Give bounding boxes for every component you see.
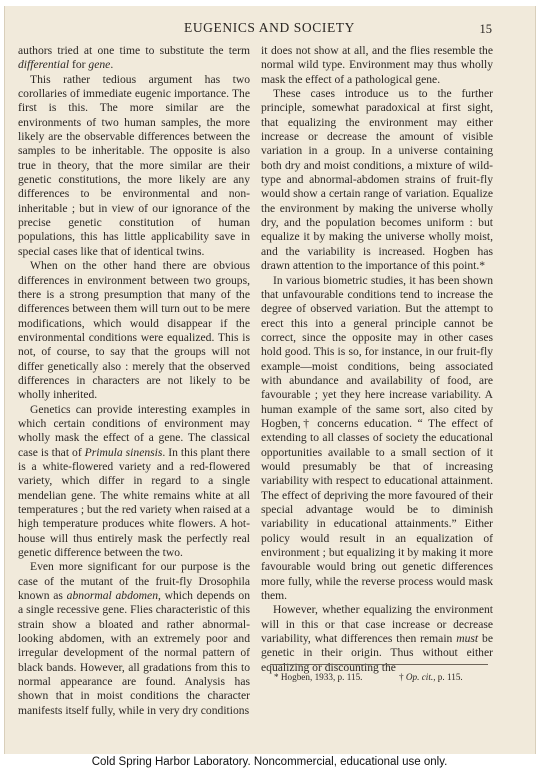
paragraph: In various biometric studies, it has been shown that unfavourable conditions tend to increase the degree of observed variation. But the attempt to erect this into a general principle cannot be correct, since the opposite may in other cases hold good. This is so, for instance, in our fruit-fly example—moist conditions, being associated with abundance and availability of food, are favourable ; yet they here increase variability. A human example of the same sort, also cited by Hogben,† concerns education. “ The effect of extending to all classes of society the educational opportunities available to a small section of it would presumably be that of increasing variability with respect to educational attainment. The effect of depriving the more favoured of their special advantage would be to diminish variability in educational attainments.” Either policy would result in an equalization of environment ; but equalizing it by making it more favourable would bring out genetic differences more fully, while the reverse process would mask them. [261,273,493,603]
credit-line: Cold Spring Harbor Laboratory. Noncommercial, educational use only. [91,756,448,768]
page-number: 15 [479,22,492,36]
text-run: . [110,58,114,72]
text-run: authors tried at one time to substitute the term [18,44,250,57]
text-run: , p. 115. [433,672,463,682]
paragraph: it does not show at all, and the flies resemble the normal wild type. Environment may thus wholly mask the effect of a pathological gene. [261,44,493,86]
left-column [18,44,250,718]
text-run: be genetic in their origin. Thus without either equalizing or discounting the [261,632,493,674]
italic-term: Op. cit. [405,672,434,682]
paragraph: These cases introduce us to the further principle, somewhat paradoxical at first sight, that equalizing the environment may either increase or decrease the amount of visible variation in a group. In a universe containing both dry and moist conditions, a mixture of wild-type and abnormal-abdomen strains of fruit-fly would show a certain range of variation. Equalize the environment by making the universe wholly dry, and the population becomes uniform : but equalize it by making the universe wholly moist, and the variability is increased. Hogben has drawn attention to the importance of this point.* [261,87,493,273]
text-run: . In this plant there is a white-flowered variety and a red-flowered variety, which differ in regard to a single mendelian gene. The white remains white at all temperatures ; but the red variety when raised at a high temperature produces white flowers. A hot-house will thus entirely mask the perfectly real genetic difference between the two. [18,445,250,560]
italic-term: gene [88,58,111,72]
text-run: However, whether equalizing the environment will in this or that case increase or decrease variability, what differences then remain [261,603,493,646]
paragraph [18,403,250,561]
paragraph [18,560,250,718]
italic-term: Primula sinensis [84,445,163,459]
paragraph: This rather tedious argument has two corollaries of immediate eugenic importance. The first is this. The more similar are the environments of two human samples, the more likely are the observable differences between the samples to be inheritable. The opposite is also true in theory, that the more similar are their genetic constitutions, the more likely are any differences to be environmental and non-inheritable ; but in view of our ignorance of the precise genetic constitution of human populations, this has little applicability save in special cases like that of identical twins. [18,72,250,258]
text-run: for [69,58,89,72]
text-run: Even more significant for our purpose is the case of the mutant of the fruit-fly Drosophila known as [18,560,250,603]
paragraph: When on the other hand there are obvious differences in environment between two groups, there is a strong presumption that many of the differences between them will turn out to be mere modifications, which would disappear if the environmental conditions were equalized. This is not, of course, to say that the groups will not differ genetically also : merely that the observed differences in characters are not likely to be wholly inherited. [18,259,250,402]
paragraph [18,44,250,73]
text-run: Genetics can provide interesting examples in which certain conditions of environment may wholly mask the effect of a gene. The classical case is that of [18,402,250,459]
footnote: * Hogben, 1933, p. 115. [274,672,363,682]
right-column [261,44,493,675]
italic-term: must [456,632,479,646]
text-run: , which depends on a single recessive gene. Flies characteristic of this strain show a bloated and rather abnormal-looking abdomen, with an extremely poor and irregular development of the normal pattern of black bands. However, all gradations from this to normal appearance are found. Analysis has shown that in moist conditions the character manifests itself fully, while in very dry conditions [18,589,250,717]
running-head: EUGENICS AND SOCIETY [183,20,355,35]
footnote [399,672,463,682]
italic-term: abnormal abdomen [66,589,158,603]
italic-term: differential [18,58,70,72]
footnote-rule [270,664,488,665]
text-run: † [399,672,406,682]
